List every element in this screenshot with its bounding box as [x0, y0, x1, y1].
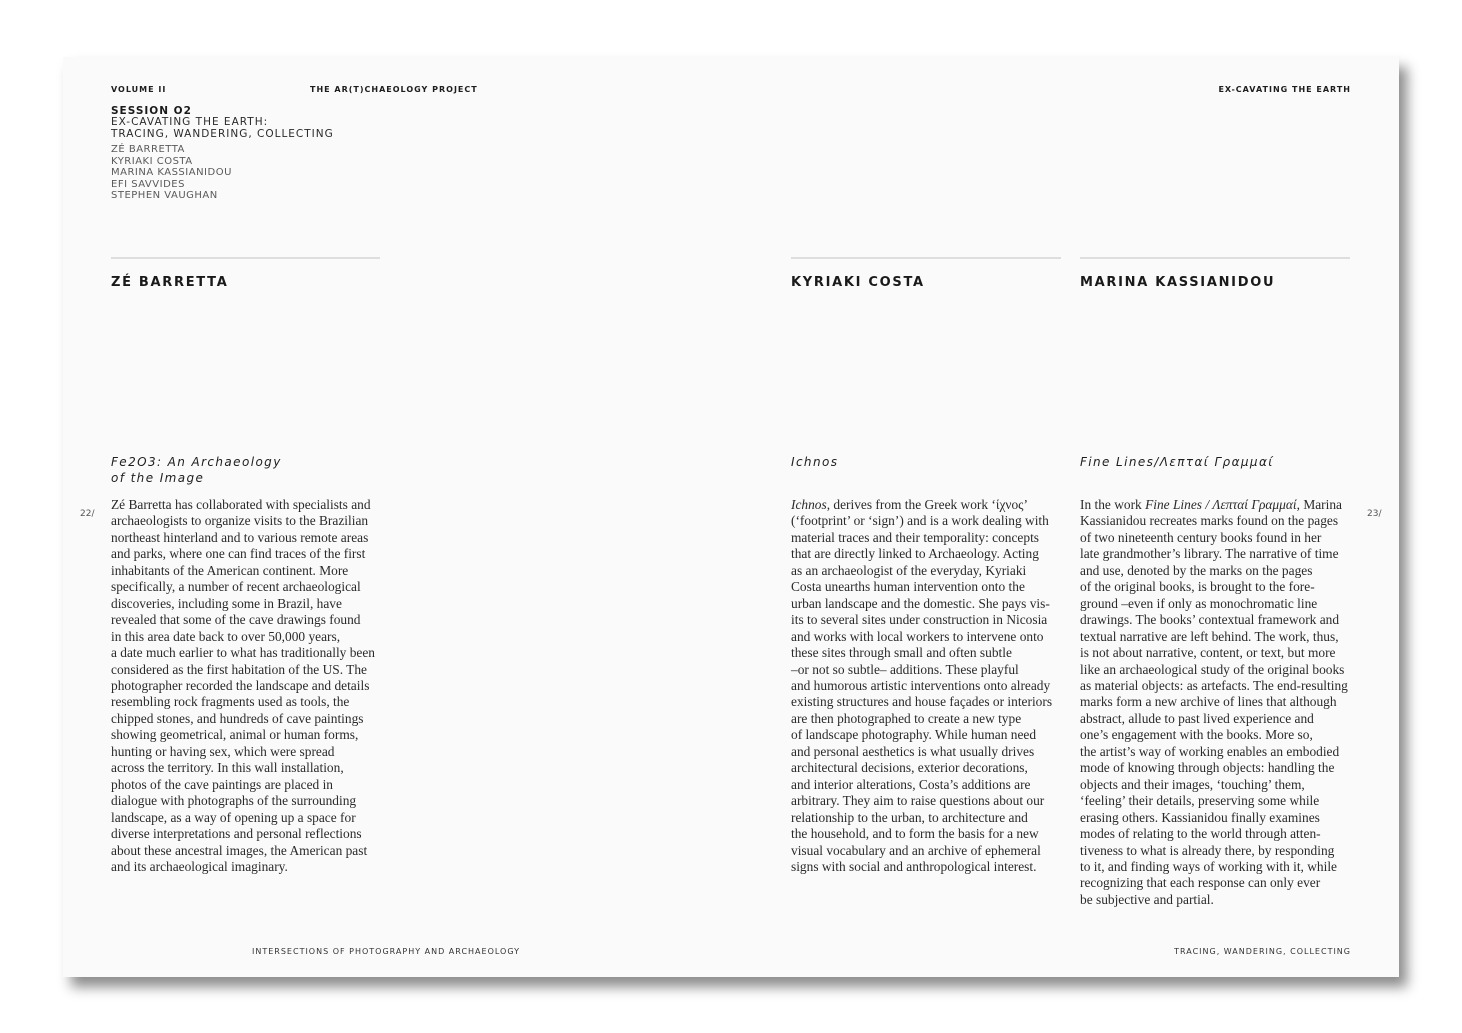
- body-line: Kassianidou recreates marks found on the pages: [1080, 513, 1339, 529]
- body-line: mode of knowing through objects: handling the: [1080, 760, 1335, 776]
- body-line: Costa unearths human intervention onto the: [791, 579, 1025, 595]
- work-title-line: of the Image: [111, 470, 205, 485]
- body-line: in this area date back to over 50,000 years,: [111, 628, 341, 644]
- body-line: diverse interpretations and personal reflections: [111, 826, 362, 842]
- body-line: as material objects: as artefacts. The end-resulting: [1080, 677, 1348, 693]
- session-subtitle: [111, 117, 431, 140]
- body-line: landscape, as a way of opening up a space for: [111, 809, 356, 825]
- body-line: like an archaeological study of the original books: [1080, 661, 1345, 677]
- body-line: discoveries, including some in Brazil, have: [111, 595, 342, 611]
- body-line: of two nineteenth century books found in her: [1080, 529, 1322, 545]
- body-line: its to several sites under construction in Nicosia: [791, 612, 1048, 628]
- body-line: be subjective and partial.: [1080, 891, 1214, 907]
- body-line: visual vocabulary and an archive of ephemeral: [791, 842, 1041, 858]
- body-column-barretta: [111, 497, 386, 875]
- participant-name: EFI SAVVIDES: [111, 178, 185, 190]
- body-line: objects and their images, ‘touching’ them,: [1080, 776, 1305, 792]
- participant-name: STEPHEN VAUGHAN: [111, 190, 218, 202]
- footer-left: INTERSECTIONS OF PHOTOGRAPHY AND ARCHAEOLOGY: [252, 947, 521, 956]
- body-line: and personal aesthetics is what usually drives: [791, 743, 1035, 759]
- session-subtitle-line: EX-CAVATING THE EARTH:: [111, 116, 269, 128]
- body-line: revealed that some of the cave drawings found: [111, 612, 361, 628]
- participant-name: MARINA KASSIANIDOU: [111, 167, 232, 179]
- project-title: THE AR(T)CHAEOLOGY PROJECT: [310, 85, 478, 94]
- session-participants: [111, 144, 431, 202]
- body-line: (‘footprint’ or ‘sign’) and is a work dealing with: [791, 513, 1049, 529]
- body-line: marks form a new archive of lines that although: [1080, 694, 1337, 710]
- body-line: about these ancestral images, the American past: [111, 842, 368, 858]
- body-line: northeast hinterland and to various remote areas: [111, 529, 369, 545]
- body-line: inhabitants of the American continent. More: [111, 562, 349, 578]
- page-number-left: 22/: [80, 509, 95, 519]
- running-head-right: EX-CAVATING THE EARTH: [1218, 85, 1351, 94]
- artist-heading: ZÉ BARRETTA: [111, 275, 229, 290]
- body-line: is not about narrative, content, or text, but more: [1080, 645, 1336, 661]
- body-line: across the territory. In this wall installation,: [111, 760, 344, 776]
- body-line: photos of the cave paintings are placed in: [111, 776, 333, 792]
- body-line: ‘feeling’ their details, preserving some while: [1080, 793, 1320, 809]
- body-line: dialogue with photographs of the surrounding: [111, 793, 357, 809]
- body-line: showing geometrical, animal or human forms,: [111, 727, 359, 743]
- body-line: erasing others. Kassianidou finally examines: [1080, 809, 1320, 825]
- body-line: urban landscape and the domestic. She pays vis-: [791, 595, 1050, 611]
- session-subtitle-line: TRACING, WANDERING, COLLECTING: [111, 127, 334, 140]
- body-line: textual narrative are left behind. The work, thus,: [1080, 628, 1339, 644]
- body-line: abstract, allude to past lived experience and: [1080, 710, 1314, 726]
- participant-name: KYRIAKI COSTA: [111, 155, 193, 167]
- body-line: that are directly linked to Archaeology. Acting: [791, 546, 1039, 562]
- body-line: are then photographed to create a new type: [791, 710, 1022, 726]
- body-line: modes of relating to the world through atten-: [1080, 826, 1321, 842]
- body-line: and humorous artistic interventions onto already: [791, 677, 1051, 693]
- volume-label: VOLUME II: [111, 85, 167, 94]
- body-line: of the original books, is brought to the fore-: [1080, 579, 1315, 595]
- body-line: Zé Barretta has collaborated with specialists and: [111, 497, 371, 512]
- body-line: and interior alterations, Costa’s additions are: [791, 776, 1031, 792]
- body-line: the household, and to form the basis for a new: [791, 826, 1039, 842]
- work-title: [1080, 455, 1274, 471]
- body-line: these sites through small and often subtle: [791, 645, 1012, 661]
- body-line: tiveness to what is already there, by responding: [1080, 842, 1335, 858]
- body-line: In the work Fine Lines / Λεπταί Γραμμαί, Marina: [1080, 497, 1343, 512]
- book-spread: [63, 57, 1399, 977]
- body-line: one’s engagement with the books. More so,: [1080, 727, 1313, 743]
- body-line: architectural decisions, exterior decorations,: [791, 760, 1028, 776]
- work-title-line: Fe2O3: An Archaeology: [111, 455, 282, 469]
- body-line: and parks, where one can find traces of the first: [111, 546, 366, 562]
- participant-name: ZÉ BARRETTA: [111, 144, 185, 155]
- body-column-kassianidou: [1080, 497, 1355, 908]
- body-line: arbitrary. They aim to raise questions about our: [791, 793, 1045, 809]
- artist-heading: MARINA KASSIANIDOU: [1080, 275, 1276, 290]
- work-title-line: Ichnos: [791, 455, 839, 469]
- work-title: [111, 455, 282, 486]
- body-line: and use, denoted by the marks on the pages: [1080, 562, 1313, 578]
- column-rule: [1080, 257, 1350, 259]
- body-line: signs with social and anthropological interest.: [791, 858, 1037, 874]
- body-line: photographer recorded the landscape and details: [111, 677, 370, 693]
- column-rule: [111, 257, 380, 259]
- body-line: drawings. The books’ contextual framework and: [1080, 612, 1340, 628]
- body-line: material traces and their temporality: concepts: [791, 529, 1039, 545]
- body-line: relationship to the urban, to architecture and: [791, 809, 1028, 825]
- work-title-line: Fine Lines/Λεπταί Γραμμαί: [1080, 455, 1274, 469]
- body-line: hunting or having sex, which were spread: [111, 743, 335, 759]
- body-line: existing structures and house façades or interiors: [791, 694, 1053, 710]
- body-line: a date much earlier to what has traditionally been: [111, 645, 375, 661]
- body-line: resembling rock fragments used as tools, the: [111, 694, 350, 710]
- body-line: archaeologists to organize visits to the Brazilian: [111, 513, 369, 529]
- body-line: the artist’s way of working enables an embodied: [1080, 743, 1340, 759]
- body-line: ground –even if only as monochromatic line: [1080, 595, 1318, 611]
- column-rule: [791, 257, 1061, 259]
- artist-heading: KYRIAKI COSTA: [791, 275, 925, 290]
- page-number-right: 23/: [1367, 509, 1382, 519]
- body-line: recognizing that each response can only ever: [1080, 875, 1321, 891]
- body-line: as an archaeologist of the everyday, Kyriaki: [791, 562, 1027, 578]
- session-title: SESSION O2: [111, 105, 192, 117]
- body-line: specifically, a number of recent archaeological: [111, 579, 361, 595]
- session-block: [111, 105, 431, 202]
- body-line: considered as the first habitation of the US. The: [111, 661, 367, 677]
- work-title: [791, 455, 838, 471]
- body-line: late grandmother’s library. The narrative of time: [1080, 546, 1339, 562]
- body-line: and works with local workers to intervene onto: [791, 628, 1044, 644]
- body-line: chipped stones, and hundreds of cave paintings: [111, 710, 364, 726]
- footer-right: TRACING, WANDERING, COLLECTING: [1174, 947, 1351, 956]
- body-line: of landscape photography. While human need: [791, 727, 1037, 743]
- body-line: to it, and finding ways of working with it, while: [1080, 858, 1337, 874]
- body-line: Ichnos, derives from the Greek work ‘ίχνος’: [791, 497, 1028, 512]
- body-line: –or not so subtle– additions. These playful: [791, 661, 1019, 677]
- body-column-costa: [791, 497, 1066, 875]
- body-line: and its archaeological imaginary.: [111, 858, 288, 874]
